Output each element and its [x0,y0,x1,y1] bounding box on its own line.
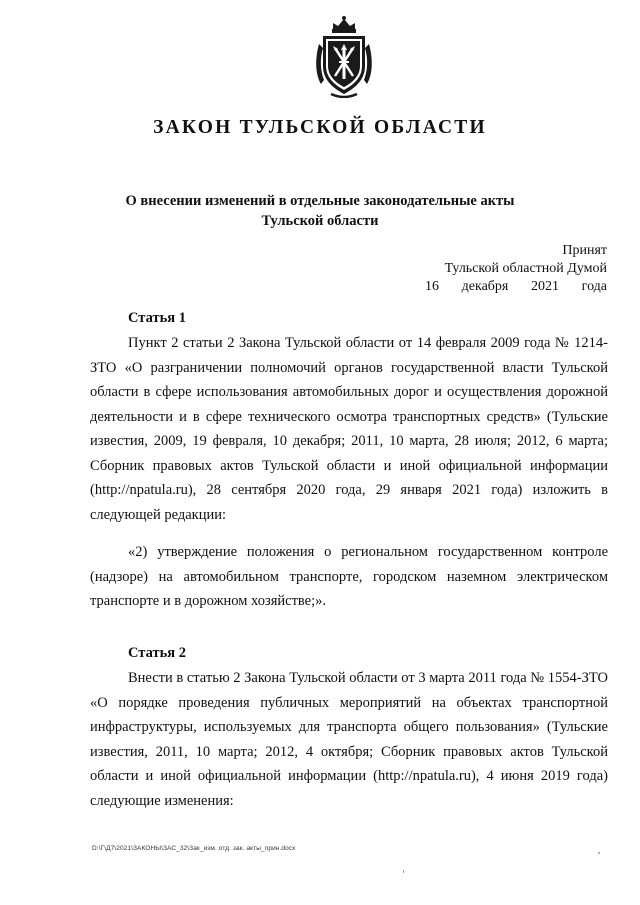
article-1-heading: Статья 1 [128,310,186,326]
law-subtitle-line-2: Тульской области [261,213,379,229]
footer-file-path: D:\Г\Д7\2021\ЗАКОНЫ\ЗАС_32\Зак_изм. отд. зак. акты_прин.docx [92,845,296,852]
adoption-label: Принят [562,243,607,258]
scan-speck [598,852,600,854]
law-title: ЗАКОН ТУЛЬСКОЙ ОБЛАСТИ [153,117,487,138]
article-1-paragraph-2: «2) утверждение положения о региональном государственном контроле (надзоре) на автомобильном транспорте, городском наземном электрическом транспорте и в дорожном хозяйстве;». [90,544,608,609]
article-2-heading: Статья 2 [128,645,186,661]
tula-coat-of-arms-icon [311,14,377,98]
adoption-body: Тульской областной Думой [444,261,607,276]
adoption-date: 16 декабря 2021 года [425,279,607,294]
law-subtitle [0,191,640,231]
article-2-paragraph-1: Внести в статью 2 Закона Тульской области от 3 марта 2011 года № 1554-ЗТО «О порядке проведения публичных мероприятий на объектах транспортной инфраструктуры, используемых для транспорта общего пользования» (Тульские известия, 2011, 10 марта; 2012, 4 октября; Сборник правовых актов Тульской области и иной официальной информации (http://npatula.ru), 4 июня 2019 года) следующие изменения: [90,670,608,809]
adoption-block [425,242,607,296]
article-1-paragraph-1: Пункт 2 статьи 2 Закона Тульской области от 14 февраля 2009 года № 1214-ЗТО «О разграничении полномочий органов государственной власти Тульской области в сфере использования автомобильных дорог и осуществления дорожной деятельности и в сфере технического осмотра транспортных средств» (Тульские известия, 2009, 19 февраля, 10 декабря; 2011, 10 марта, 28 июля; 2012, 6 марта; Сборник правовых актов Тульской области и иной официальной информации (http://npatula.ru), 28 сентября 2020 года, 29 января 2021 года) изложить в следующей редакции: [90,335,608,523]
law-subtitle-line-1: О внесении изменений в отдельные законодательные акты [125,193,515,209]
scan-speck [403,870,404,873]
